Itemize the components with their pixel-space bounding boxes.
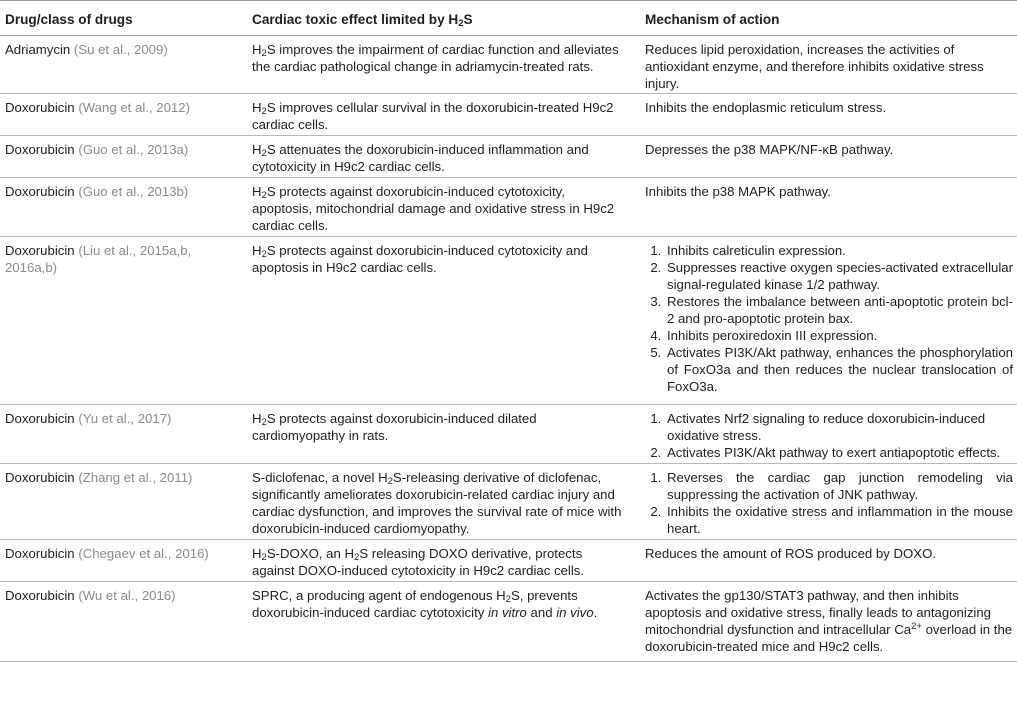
mechanism-cell: Inhibits the endoplasmic reticulum stress.: [645, 100, 887, 115]
effect-cell: $H_2S$ protects against doxorubicin-induced cytotoxicity and apoptosis in H9c2 cardiac cells.: [252, 243, 588, 275]
citation-link[interactable]: (Wang et al., 2012): [78, 100, 190, 115]
mechanism-cell: [645, 469, 1013, 537]
mechanism-list: [645, 242, 1013, 395]
list-item: 1. Reverses the cardiac gap junction remodeling via suppressing the activation of JNK pathway.: [665, 469, 1013, 503]
table-row: [0, 94, 1017, 136]
drug-cell: Doxorubicin (Guo et al., 2013b): [5, 184, 189, 199]
citation-link[interactable]: (Chegaev et al., 2016): [78, 546, 209, 561]
mechanism-cell: Reduces lipid peroxidation, increases the activities of antioxidant enzyme, and therefore inhibits oxidative stress injury.: [645, 42, 984, 91]
list-item: 2. Suppresses reactive oxygen species-activated extracellular signal-regulated kinase 1/2 pathway.: [665, 259, 1013, 293]
citation-link[interactable]: (Yu et al., 2017): [78, 411, 172, 426]
table-header: [0, 0, 1017, 36]
effect-cell: $H_2S$ protects against doxorubicin-induced cytotoxicity, apoptosis, mitochondrial damage and oxidative stress in H9c2 cardiac cells.: [252, 184, 615, 233]
drug-cell: Doxorubicin (Wang et al., 2012): [5, 100, 190, 115]
citation-link[interactable]: (Wu et al., 2016): [78, 588, 176, 603]
table-row: [0, 464, 1017, 540]
list-item: 1. Activates Nrf2 signaling to reduce doxorubicin-induced oxidative stress.: [665, 410, 1013, 444]
drug-cell: Doxorubicin (Wu et al., 2016): [5, 588, 176, 603]
drug-cell: Doxorubicin (Yu et al., 2017): [5, 411, 172, 426]
list-item: 5. Activates PI3K/Akt pathway, enhances the phosphorylation of FoxO3a and then reduces the nuclear translocation of FoxO3a.: [665, 344, 1013, 395]
effect-cell: $H_2S$ attenuates the doxorubicin-induced inflammation and cytotoxicity in H9c2 cardiac cells.: [252, 142, 589, 174]
mechanism-list: [645, 410, 1013, 461]
effect-cell: S-diclofenac, a novel $H_2S$-releasing derivative of diclofenac, significantly ameliorates doxorubicin-related cardiac injury and cardiac dysfunction, and improves the survival rate of mice with doxorubicin-induced cardiomyopathy.: [252, 470, 622, 536]
table-row: [0, 582, 1017, 662]
drug-cell: Doxorubicin (Chegaev et al., 2016): [5, 546, 209, 561]
table-row: [0, 36, 1017, 94]
citation-link[interactable]: (Guo et al., 2013b): [78, 184, 189, 199]
list-item: 2. Inhibits the oxidative stress and inflammation in the mouse heart.: [665, 503, 1013, 537]
header-effect: Cardiac toxic effect limited by $H_2S$: [252, 12, 473, 29]
citation-link[interactable]: (Zhang et al., 2011): [78, 470, 193, 485]
list-item: 2. Activates PI3K/Akt pathway to exert antiapoptotic effects.: [665, 444, 1013, 461]
header-mechanism: Mechanism of action: [645, 12, 780, 27]
mechanism-cell: Reduces the amount of ROS produced by DOXO.: [645, 546, 937, 561]
mechanism-cell: Depresses the p38 MAPK/NF-κB pathway.: [645, 142, 894, 157]
list-item: 1. Inhibits calreticulin expression.: [665, 242, 1013, 259]
citation-link[interactable]: (Liu et al., 2015a,b, 2016a,b): [5, 243, 192, 275]
effect-cell: $H_2S$-DOXO, an $H_2S$ releasing DOXO derivative, protects against DOXO-induced cytotoxicity in H9c2 cardiac cells.: [252, 546, 585, 578]
table-row: [0, 178, 1017, 237]
mechanism-cell: Inhibits the p38 MAPK pathway.: [645, 184, 831, 199]
header-drug: Drug/class of drugs: [5, 12, 133, 27]
effect-cell: $H_2S$ improves the impairment of cardiac function and alleviates the cardiac pathological change in adriamycin-treated rats.: [252, 42, 619, 74]
table-row: [0, 540, 1017, 582]
mechanism-list: [645, 469, 1013, 537]
mechanism-cell: Activates the gp130/STAT3 pathway, and then inhibits apoptosis and oxidative stress, finally leads to antagonizing mitochondrial dysfunction and intracellular $Ca^{2+}$ overload in the doxorubicin-treated mice and H9c2 cells.: [645, 588, 1013, 654]
drug-cell: Doxorubicin (Zhang et al., 2011): [5, 470, 193, 485]
list-item: 3. Restores the imbalance between anti-apoptotic protein bcl-2 and pro-apoptotic protein bax.: [665, 293, 1013, 327]
mechanism-cell: [645, 410, 1013, 461]
drug-cell: Doxorubicin (Liu et al., 2015a,b, 2016a,b): [5, 243, 192, 275]
effect-cell: $H_2S$ protects against doxorubicin-induced dilated cardiomyopathy in rats.: [252, 411, 537, 443]
table-row: [0, 136, 1017, 178]
citation-link[interactable]: (Su et al., 2009): [73, 42, 168, 57]
effect-cell: $H_2S$ improves cellular survival in the doxorubicin-treated H9c2 cardiac cells.: [252, 100, 614, 132]
list-item: 4. Inhibits peroxiredoxin III expression.: [665, 327, 1013, 344]
drug-cell: Doxorubicin (Guo et al., 2013a): [5, 142, 189, 157]
effect-cell: SPRC, a producing agent of endogenous $H_2S$, prevents doxorubicin-induced cardiac cytotoxicity in vitro and in vivo.: [252, 588, 598, 620]
table-row: [0, 405, 1017, 464]
drug-cell: Adriamycin (Su et al., 2009): [5, 42, 168, 57]
citation-link[interactable]: (Guo et al., 2013a): [78, 142, 189, 157]
table-row: [0, 237, 1017, 405]
mechanism-cell: [645, 242, 1013, 395]
